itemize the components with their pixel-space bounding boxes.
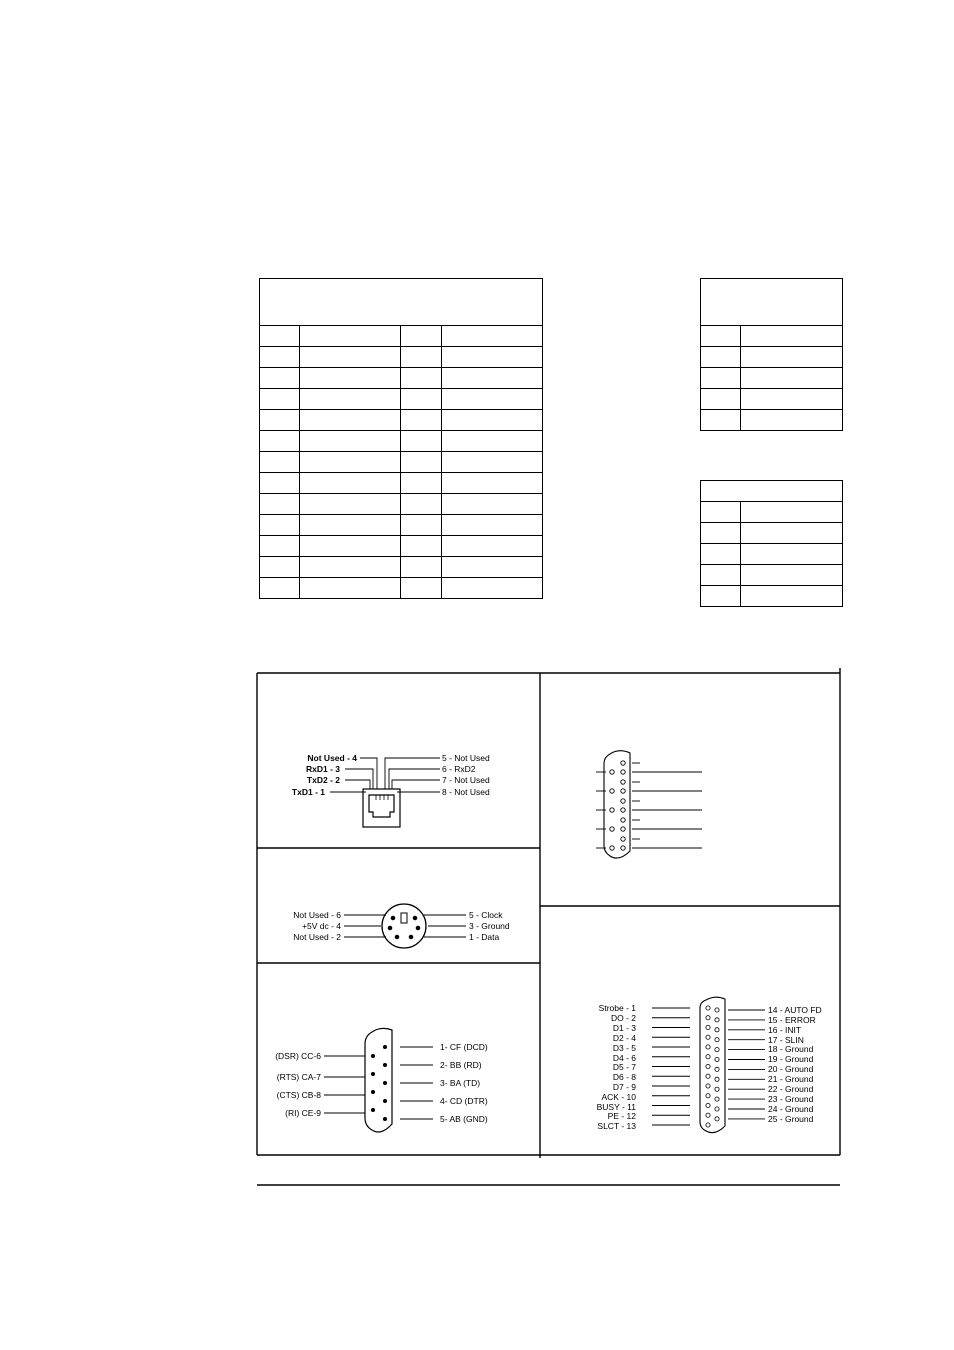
db25-shell-icon — [700, 997, 725, 1132]
rj-jack-icon — [363, 789, 400, 827]
db25-pin12-label: PE - 12 — [607, 1111, 636, 1121]
db25-pin-dot — [715, 1057, 719, 1061]
db25-pin25-label: 25 - Ground — [768, 1114, 814, 1124]
db25-pin3-label: D1 - 3 — [612, 1023, 636, 1033]
db9-pin8-label: (CTS) CB-8 — [276, 1090, 321, 1100]
db15-connector-diagram — [596, 751, 702, 858]
db25-pin6-label: D4 - 6 — [612, 1053, 636, 1063]
db9-pin4-label: 4- CD (DTR) — [440, 1096, 488, 1106]
db25-pin-dot — [715, 1018, 719, 1022]
db25-pin-dot — [706, 1074, 710, 1078]
db25-pin21-label: 21 - Ground — [768, 1074, 814, 1084]
db25-pin5-label: D3 - 5 — [612, 1043, 636, 1053]
rj-pin7-label: 7 - Not Used — [442, 775, 490, 785]
db25-pin9-label: D7 - 9 — [612, 1082, 636, 1092]
db25-pin16-label: 16 - INIT — [768, 1025, 802, 1035]
db9-pin1-label: 1- CF (DCD) — [440, 1042, 488, 1052]
db25-pin17-label: 17 - SLIN — [768, 1035, 804, 1045]
db25-pin-dot — [706, 1055, 710, 1059]
db25-pin-dot — [706, 1035, 710, 1039]
db15-pins — [610, 761, 625, 850]
db9-shell-icon — [365, 1028, 392, 1132]
db25-pin-dot — [715, 1077, 719, 1081]
db25-pin23-label: 23 - Ground — [768, 1094, 814, 1104]
db25-pin-dot — [706, 1025, 710, 1029]
ps2-pin5-label: 5 - Clock — [469, 910, 503, 920]
db25-pin1-label: Strobe - 1 — [598, 1003, 636, 1013]
db25-pins — [706, 1006, 719, 1127]
db9-pin6-label: (DSR) CC-6 — [275, 1051, 321, 1061]
db25-pin-dot — [715, 1008, 719, 1012]
rj-pin8-label: 8 - Not Used — [442, 787, 490, 797]
db25-pin-dot — [706, 1016, 710, 1020]
db25-pin8-label: D6 - 8 — [612, 1072, 636, 1082]
db9-pin7-label: (RTS) CA-7 — [276, 1072, 321, 1082]
db25-pin19-label: 19 - Ground — [768, 1054, 814, 1064]
ps2-pin2-label: Not Used - 2 — [293, 932, 341, 942]
db25-pin-dot — [706, 1006, 710, 1010]
db25-pin-dot — [715, 1097, 719, 1101]
db25-pin13-label: SLCT - 13 — [597, 1121, 636, 1131]
db15-shell-icon — [604, 751, 630, 858]
diagram-frame — [257, 668, 840, 1185]
db25-pin-dot — [715, 1087, 719, 1091]
db9-pins — [371, 1045, 387, 1121]
db25-pin-dot — [715, 1028, 719, 1032]
rj-pin4-label: Not Used - 4 — [307, 753, 357, 763]
db25-pin7-label: D5 - 7 — [612, 1062, 636, 1072]
rj-pin3-label: RxD1 - 3 — [305, 764, 340, 774]
rj-pin1-label: TxD1 - 1 — [291, 787, 325, 797]
db25-pin22-label: 22 - Ground — [768, 1084, 814, 1094]
db25-pin10-label: ACK - 10 — [601, 1092, 636, 1102]
db25-pin20-label: 20 - Ground — [768, 1064, 814, 1074]
db25-pin-dot — [715, 1038, 719, 1042]
ps2-pin1-label: 1 - Data — [469, 932, 500, 942]
db25-pin-dot — [706, 1045, 710, 1049]
db25-pin15-label: 15 - ERROR — [768, 1015, 816, 1025]
db25-pin-dot — [706, 1084, 710, 1088]
db9-connector-diagram — [275, 1028, 488, 1132]
rj-wires — [330, 758, 440, 792]
db25-pin18-label: 18 - Ground — [768, 1044, 814, 1054]
db9-wires — [324, 1047, 433, 1119]
ps2-pin4-label: +5V dc - 4 — [302, 921, 341, 931]
mini-din-icon — [382, 904, 426, 948]
db25-pin-dot — [706, 1103, 710, 1107]
db25-pin-dot — [706, 1064, 710, 1068]
db25-pin-dot — [706, 1094, 710, 1098]
ps2-connector-diagram — [293, 904, 510, 948]
rj-pin5-label: 5 - Not Used — [442, 753, 490, 763]
rj-pin2-label: TxD2 - 2 — [306, 775, 340, 785]
ps2-wires — [344, 915, 466, 937]
db25-pin11-label: BUSY - 11 — [596, 1102, 636, 1112]
db25-pin24-label: 24 - Ground — [768, 1104, 814, 1114]
db25-pin-dot — [715, 1048, 719, 1052]
db25-pin4-label: D2 - 4 — [612, 1033, 636, 1043]
db25-pin-dot — [706, 1123, 710, 1127]
ps2-pin6-label: Not Used - 6 — [293, 910, 341, 920]
db25-connector-diagram — [597, 997, 822, 1132]
ps2-pin3-label: 3 - Ground — [469, 921, 510, 931]
db25-pin-dot — [715, 1067, 719, 1071]
db9-pin3-label: 3- BA (TD) — [440, 1078, 481, 1088]
db25-pin-dot — [715, 1107, 719, 1111]
db25-pin14-label: 14 - AUTO FD — [768, 1005, 822, 1015]
db15-wires — [596, 763, 702, 848]
db9-pin2-label: 2- BB (RD) — [440, 1060, 482, 1070]
rj-pin6-label: 6 - RxD2 — [442, 764, 476, 774]
db9-pin5-label: 5- AB (GND) — [440, 1114, 488, 1124]
rj-jack-diagram — [292, 753, 490, 827]
db9-pin9-label: (RI) CE-9 — [285, 1108, 321, 1118]
db25-pin2-label: DO - 2 — [610, 1013, 636, 1023]
db25-pin-dot — [706, 1113, 710, 1117]
db25-pin-dot — [715, 1117, 719, 1121]
